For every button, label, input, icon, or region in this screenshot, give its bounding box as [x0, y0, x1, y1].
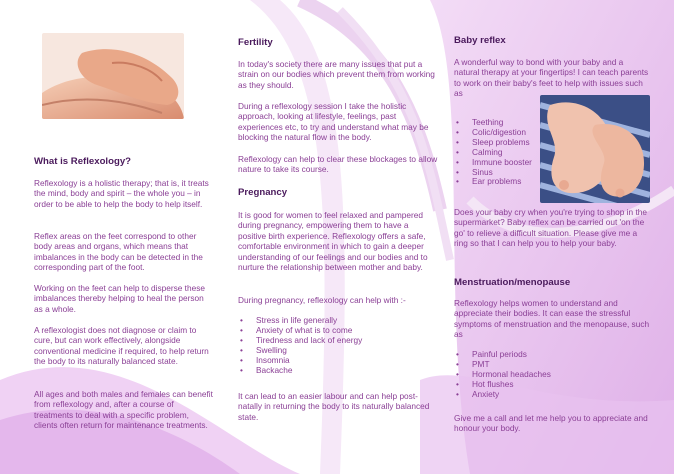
- reflexology-paragraph-5: All ages and both males and females can benefit from reflexology and, after a course of treatments to deal with a specific problem, clients often return for maintenance treatments.: [34, 389, 213, 431]
- menstruation-menopause-heading: Menstruation/menopause: [454, 277, 571, 288]
- pregnancy-heading: Pregnancy: [238, 187, 288, 198]
- list-item: • Swelling: [238, 346, 362, 356]
- list-item: • Colic/digestion: [454, 128, 534, 138]
- list-item: • PMT: [454, 360, 551, 370]
- hands-massaging-foot-photo: [42, 33, 184, 119]
- list-item: • Hormonal headaches: [454, 370, 551, 380]
- list-item: • Ear problems: [454, 177, 534, 187]
- fertility-paragraph-3: Reflexology can help to clear these blockages to allow nature to take its course.: [238, 154, 438, 175]
- pregnancy-lead: During pregnancy, reflexology can help with :-: [238, 295, 406, 305]
- menstruation-closing: Give me a call and let me help you to appreciate and honour your body.: [454, 413, 648, 434]
- reflexology-paragraph-3: Working on the feet can help to disperse these imbalances thereby helping to heal the person as a whole.: [34, 283, 205, 314]
- reflexology-paragraph-1: Reflexology is a holistic therapy; that is, it treats the mind, body and spirit – the whole you – in order to be able to help the body to help itself.: [34, 178, 209, 209]
- reflexology-paragraph-4: A reflexologist does not diagnose or claim to cure, but can work effectively, alongside conventional medicine if required, to help return the body to its naturally balanced state.: [34, 325, 209, 367]
- fertility-heading: Fertility: [238, 37, 273, 48]
- list-item: • Painful periods: [454, 350, 551, 360]
- pregnancy-closing: It can lead to an easier labour and can help post-natally in returning the body to its naturally balanced state.: [238, 391, 430, 422]
- reflexology-paragraph-2: Reflex areas on the feet correspond to other body areas and organs, which means that imbalances in the body can be detected in the corresponding part of the foot.: [34, 231, 203, 273]
- list-item: • Calming: [454, 148, 534, 158]
- what-is-reflexology-heading: What is Reflexology?: [34, 156, 132, 167]
- list-item: • Anxiety: [454, 390, 551, 400]
- list-item: • Sleep problems: [454, 138, 534, 148]
- baby-reflex-closing: Does your baby cry when you're trying to shop in the supermarket? Baby reflex can be carried out 'on the go' to relieve a difficult situation. Please give me a ring so that I can help you to help your baby.: [454, 207, 647, 249]
- fertility-paragraph-2: During a reflexology session I take the holistic approach, looking at lifestyle, feelings, past experiences etc, to try and understand what may be blocking the natural flow in the body.: [238, 101, 429, 143]
- list-item: • Insomnia: [238, 356, 362, 366]
- list-item: • Stress in life generally: [238, 316, 362, 326]
- list-item: • Anxiety of what is to come: [238, 326, 362, 336]
- fertility-paragraph-1: In today's society there are many issues that put a strain on our bodies which prevent them from working as they should.: [238, 59, 435, 90]
- pregnancy-benefits-list: [238, 316, 362, 375]
- list-item: • Backache: [238, 366, 362, 376]
- hands-photo-icon: [42, 33, 184, 119]
- baby-photo-icon: [540, 95, 650, 203]
- menstruation-intro: Reflexology helps women to understand and appreciate their bodies. It can ease the stressful symptoms of menstruation and the menopause, such as: [454, 298, 650, 340]
- pregnancy-intro: It is good for women to feel relaxed and pampered during pregnancy, empowering them to have a positive birth experience. Reflexology offers a safe, comfortable environment in which to gain a deeper understanding of our feelings and our bodies and to nurture the relationship between mother and baby.: [238, 210, 428, 273]
- menstruation-symptoms-list: [454, 350, 551, 400]
- list-item: • Tiredness and lack of energy: [238, 336, 362, 346]
- baby-issues-list: [454, 118, 534, 187]
- baby-reflex-heading: Baby reflex: [454, 35, 506, 46]
- list-item: • Teething: [454, 118, 534, 128]
- baby-reflex-intro: A wonderful way to bond with your baby and a natural therapy at your fingertips! I can teach parents to work on their baby's feet to help with issues such as: [454, 57, 649, 99]
- baby-feet-photo: [540, 95, 650, 203]
- list-item: • Sinus: [454, 168, 534, 178]
- list-item: • Hot flushes: [454, 380, 551, 390]
- list-item: • Immune booster: [454, 158, 534, 168]
